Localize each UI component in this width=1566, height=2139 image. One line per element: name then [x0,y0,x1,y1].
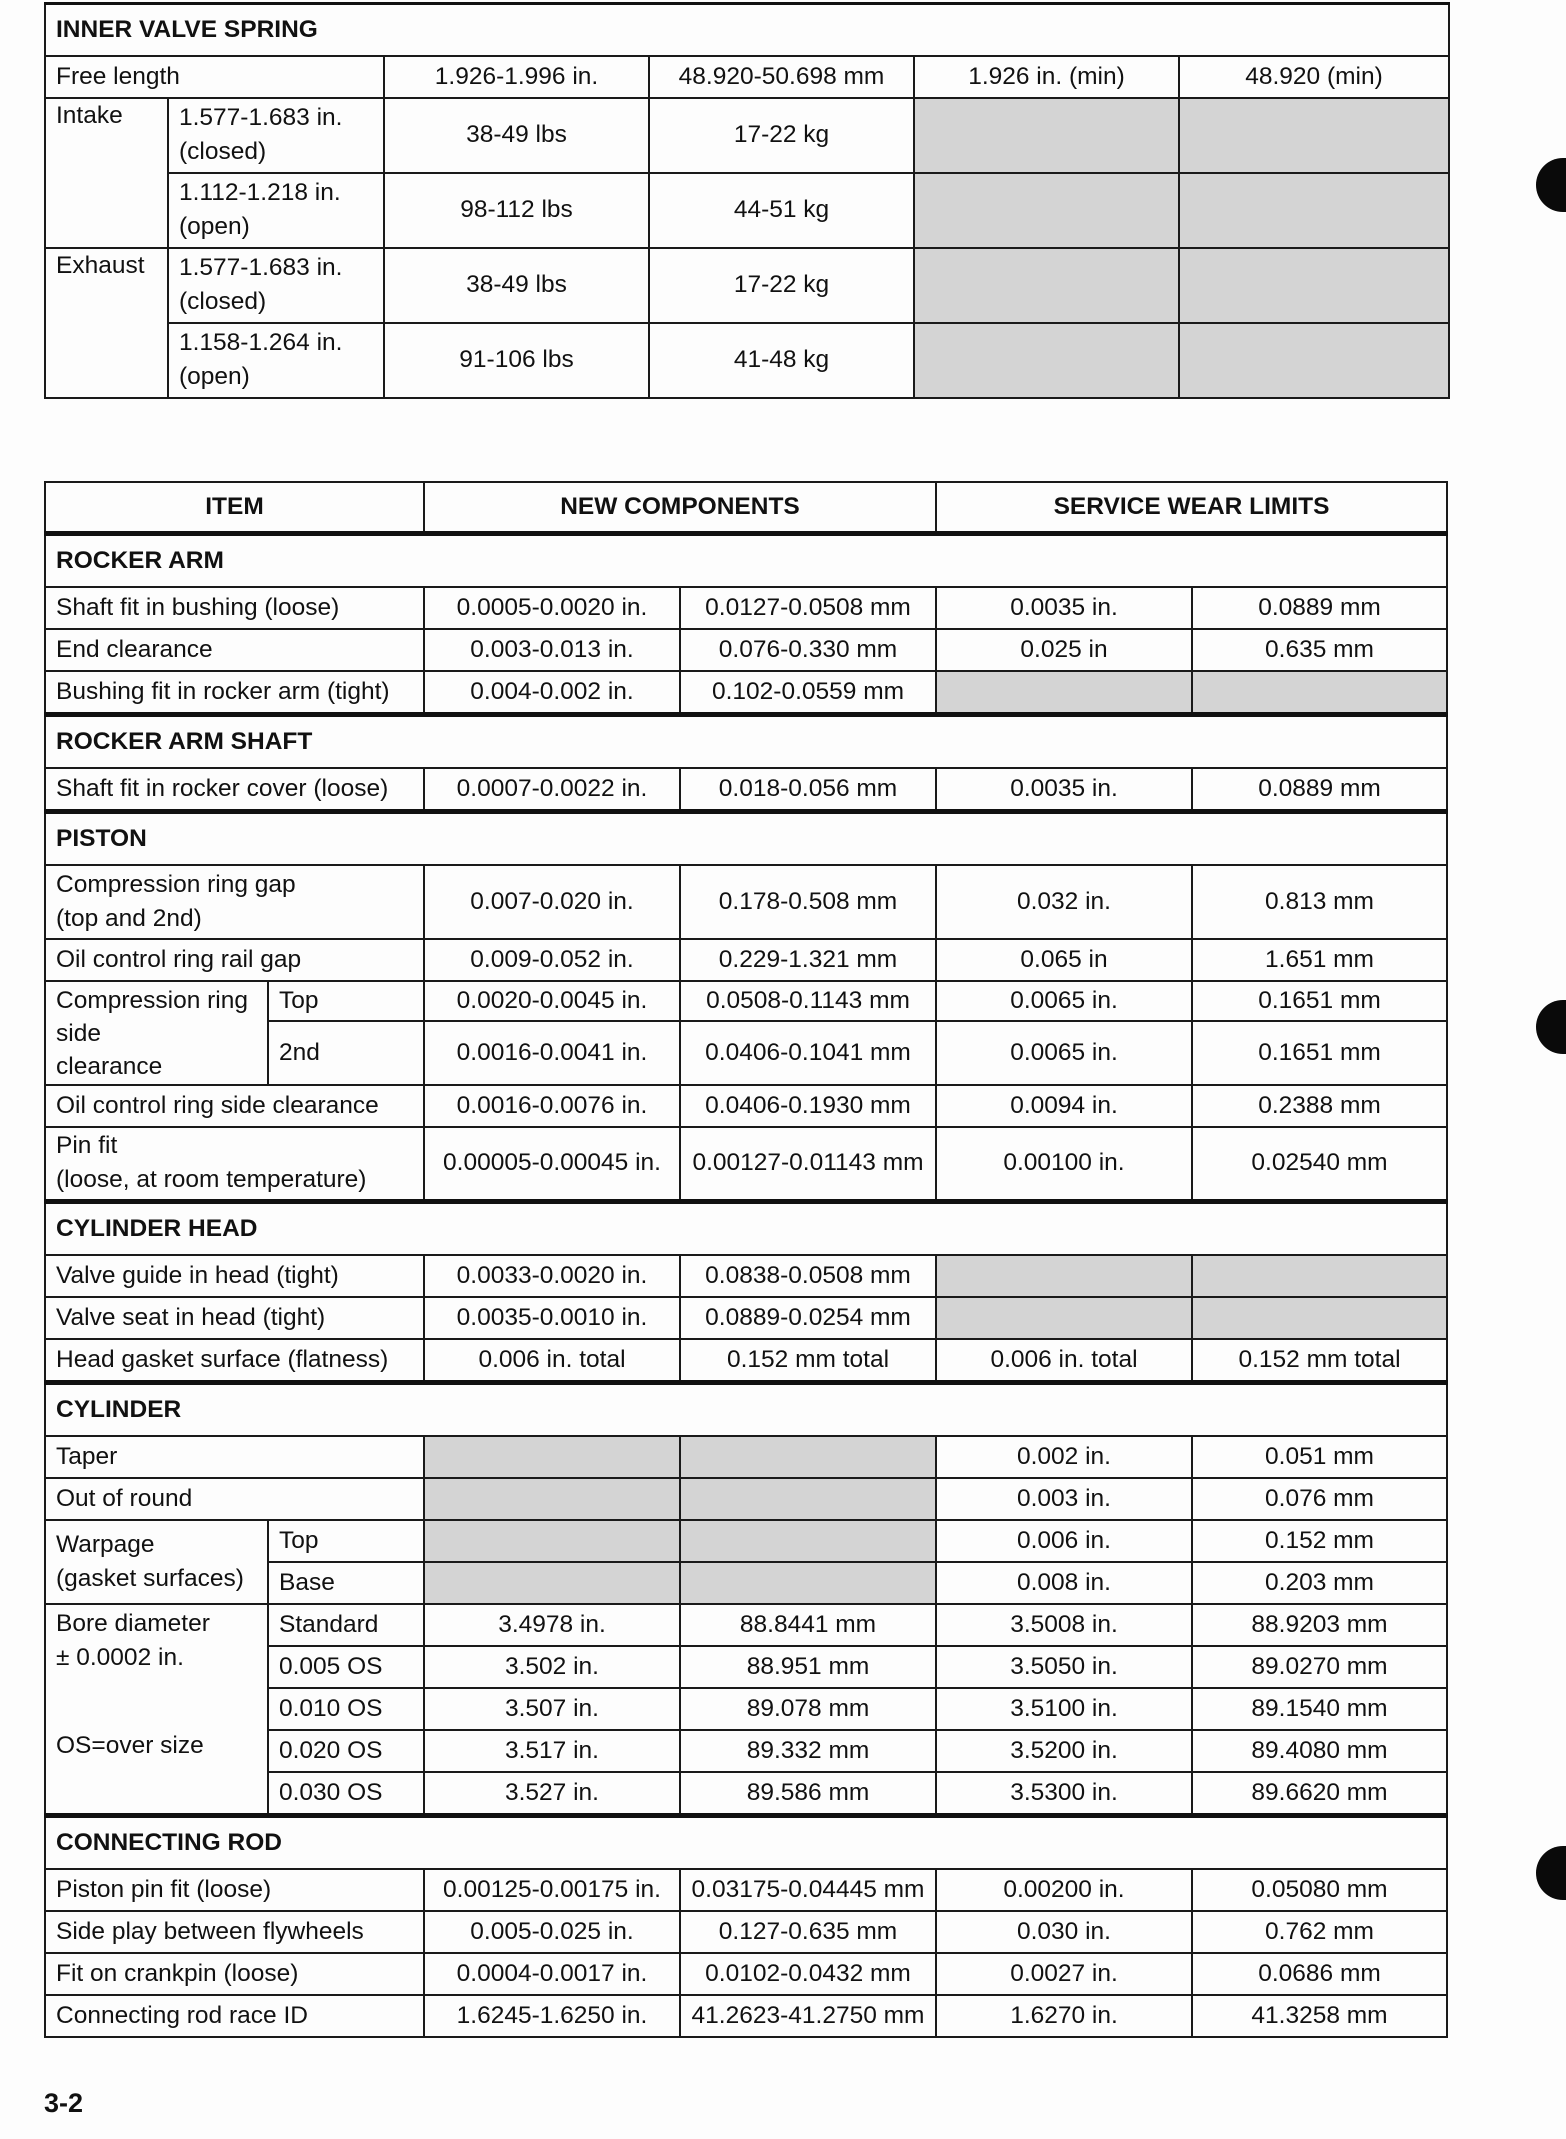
cell: 0.076 mm [1192,1478,1447,1520]
cell: 3.507 in. [424,1688,680,1730]
cell: 0.0035 in. [936,587,1192,629]
table-row [45,1869,1447,1911]
row-label: Side play between flywheels [45,1911,424,1953]
shaded-cell [914,98,1179,173]
cell: 3.517 in. [424,1730,680,1772]
section-title: PISTON [45,812,1447,866]
row-label: Compression ring gap (top and 2nd) [45,865,424,939]
header-item: ITEM [45,482,424,534]
cell: 0.0127-0.0508 mm [680,587,936,629]
header-service-wear-limits: SERVICE WEAR LIMITS [936,482,1447,534]
cell: 44-51 kg [649,173,914,248]
table-row [45,1297,1447,1339]
table-row [45,1085,1447,1127]
section-row [45,534,1447,588]
shaded-cell [936,1297,1192,1339]
cell: 0.0033-0.0020 in. [424,1255,680,1297]
os-note: OS=over size [56,1731,204,1759]
sub-label: 1.577-1.683 in. (closed) [168,98,384,173]
cell: 1.926-1.996 in. [384,56,649,98]
section-title: CYLINDER HEAD [45,1201,1447,1255]
cell: 0.178-0.508 mm [680,865,936,939]
cell: 0.0004-0.0017 in. [424,1953,680,1995]
section-row [45,1382,1447,1436]
table-row [45,1127,1447,1201]
row-label: Piston pin fit (loose) [45,1869,424,1911]
table-row [45,1339,1447,1383]
cell: 0.003 in. [936,1478,1192,1520]
cell: 3.502 in. [424,1646,680,1688]
cell: 0.0005-0.0020 in. [424,587,680,629]
section-row [45,1201,1447,1255]
cell: 0.0889 mm [1192,587,1447,629]
cell: 88.8441 mm [680,1604,936,1646]
cell: 0.0027 in. [936,1953,1192,1995]
exhaust-label: Exhaust [45,248,168,398]
cell: 0.065 in [936,939,1192,981]
row-label: Compression ring side clearance [45,981,268,1085]
table-row [45,1995,1447,2037]
sub-label: Standard [268,1604,424,1646]
table-row [45,629,1447,671]
table-row [45,939,1447,981]
row-label: Oil control ring rail gap [45,939,424,981]
cell: 1.6245-1.6250 in. [424,1995,680,2037]
shaded-cell [424,1520,680,1562]
cell: 98-112 lbs [384,173,649,248]
cell: 0.05080 mm [1192,1869,1447,1911]
cell: 0.152 mm total [1192,1339,1447,1383]
cell: 0.006 in. [936,1520,1192,1562]
row-label: Head gasket surface (flatness) [45,1339,424,1383]
cell: 0.102-0.0559 mm [680,671,936,715]
table-row [45,1520,1447,1562]
sub-label: 2nd [268,1021,424,1085]
cell: 89.1540 mm [1192,1688,1447,1730]
sub-label: 1.158-1.264 in. (open) [168,323,384,398]
cell: 0.762 mm [1192,1911,1447,1953]
header-row [45,482,1447,534]
cell: 91-106 lbs [384,323,649,398]
shaded-cell [936,671,1192,715]
cell: 0.018-0.056 mm [680,768,936,812]
shaded-cell [680,1436,936,1478]
row-label: Fit on crankpin (loose) [45,1953,424,1995]
shaded-cell [680,1520,936,1562]
cell: 0.152 mm [1192,1520,1447,1562]
row-label: End clearance [45,629,424,671]
cell: 41.3258 mm [1192,1995,1447,2037]
cell: 0.0406-0.1041 mm [680,1021,936,1085]
cell: 3.5050 in. [936,1646,1192,1688]
table-row [45,981,1447,1021]
cell: 0.00125-0.00175 in. [424,1869,680,1911]
sub-label: 0.005 OS [268,1646,424,1688]
row-label: Taper [45,1436,424,1478]
cell: 0.1651 mm [1192,1021,1447,1085]
table-row [45,1255,1447,1297]
table-row [45,1953,1447,1995]
shaded-cell [914,173,1179,248]
cell: 0.0016-0.0076 in. [424,1085,680,1127]
cell: 0.0102-0.0432 mm [680,1953,936,1995]
cell: 0.0838-0.0508 mm [680,1255,936,1297]
cell: 3.5008 in. [936,1604,1192,1646]
cell: 88.951 mm [680,1646,936,1688]
cell: 89.4080 mm [1192,1730,1447,1772]
shaded-cell [914,323,1179,398]
bore-label: Bore diameter ± 0.0002 in. OS=over size [45,1604,268,1816]
table-row [45,1604,1447,1646]
cell: 0.203 mm [1192,1562,1447,1604]
sub-label: Base [268,1562,424,1604]
table-row [45,671,1447,715]
row-label: Valve guide in head (tight) [45,1255,424,1297]
row-label: Out of round [45,1478,424,1520]
cell: 0.005-0.025 in. [424,1911,680,1953]
cell: 0.03175-0.04445 mm [680,1869,936,1911]
shaded-cell [914,248,1179,323]
specifications-table [44,481,1448,2038]
section-tab-marker [1536,158,1566,212]
row-label: Connecting rod race ID [45,1995,424,2037]
section-tab-marker [1536,1000,1566,1054]
cell: 0.025 in [936,629,1192,671]
cell: 0.02540 mm [1192,1127,1447,1201]
cell: 0.635 mm [1192,629,1447,671]
section-title: CONNECTING ROD [45,1815,1447,1869]
table-row [45,98,1449,173]
cell: 38-49 lbs [384,248,649,323]
cell: 0.0020-0.0045 in. [424,981,680,1021]
table-row [45,865,1447,939]
shaded-cell [680,1478,936,1520]
cell: 0.006 in. total [424,1339,680,1383]
table-row [45,587,1447,629]
cell: 89.586 mm [680,1772,936,1816]
row-label: Warpage (gasket surfaces) [45,1520,268,1604]
cell: 48.920-50.698 mm [649,56,914,98]
cell: 0.0065 in. [936,1021,1192,1085]
cell: 89.6620 mm [1192,1772,1447,1816]
cell: 89.332 mm [680,1730,936,1772]
row-label: Valve seat in head (tight) [45,1297,424,1339]
cell: 0.0406-0.1930 mm [680,1085,936,1127]
sub-label: Top [268,1520,424,1562]
section-tab-marker [1536,1846,1566,1900]
cell: 0.127-0.635 mm [680,1911,936,1953]
shaded-cell [1179,98,1449,173]
intake-label: Intake [45,98,168,248]
shaded-cell [1179,323,1449,398]
sub-label: 1.577-1.683 in. (closed) [168,248,384,323]
cell: 0.004-0.002 in. [424,671,680,715]
cell: 0.0686 mm [1192,1953,1447,1995]
page-number: 3-2 [44,2088,84,2118]
cell: 0.0508-0.1143 mm [680,981,936,1021]
cell: 0.152 mm total [680,1339,936,1383]
section-row [45,1815,1447,1869]
table-row [45,173,1449,248]
table-row [45,768,1447,812]
shaded-cell [1192,1255,1447,1297]
cell: 41-48 kg [649,323,914,398]
cell: 0.0889-0.0254 mm [680,1297,936,1339]
row-label: Shaft fit in rocker cover (loose) [45,768,424,812]
table-row [45,248,1449,323]
cell: 0.003-0.013 in. [424,629,680,671]
table-row [45,1436,1447,1478]
cell: 89.0270 mm [1192,1646,1447,1688]
table-row [45,323,1449,398]
cell: 0.00127-0.01143 mm [680,1127,936,1201]
cell: 0.0016-0.0041 in. [424,1021,680,1085]
sub-label: Top [268,981,424,1021]
cell: 0.0007-0.0022 in. [424,768,680,812]
header-new-components: NEW COMPONENTS [424,482,936,534]
sub-label: 0.010 OS [268,1688,424,1730]
cell: 3.5100 in. [936,1688,1192,1730]
row-label: Free length [45,56,384,98]
cell: 0.0094 in. [936,1085,1192,1127]
shaded-cell [424,1478,680,1520]
sub-label: 0.020 OS [268,1730,424,1772]
cell: 0.00100 in. [936,1127,1192,1201]
sub-label: 0.030 OS [268,1772,424,1816]
shaded-cell [936,1255,1192,1297]
section-row [45,812,1447,866]
sub-label: 1.112-1.218 in. (open) [168,173,384,248]
cell: 0.009-0.052 in. [424,939,680,981]
table-row [45,56,1449,98]
cell: 41.2623-41.2750 mm [680,1995,936,2037]
cell: 3.4978 in. [424,1604,680,1646]
cell: 1.651 mm [1192,939,1447,981]
shaded-cell [1179,248,1449,323]
cell: 0.032 in. [936,865,1192,939]
shaded-cell [424,1562,680,1604]
row-label: Oil control ring side clearance [45,1085,424,1127]
cell: 1.926 in. (min) [914,56,1179,98]
cell: 0.076-0.330 mm [680,629,936,671]
cell: 3.5200 in. [936,1730,1192,1772]
cell: 0.229-1.321 mm [680,939,936,981]
cell: 0.007-0.020 in. [424,865,680,939]
inner-valve-spring-table [44,2,1450,399]
shaded-cell [1192,1297,1447,1339]
cell: 3.527 in. [424,1772,680,1816]
cell: 0.813 mm [1192,865,1447,939]
row-label: Bushing fit in rocker arm (tight) [45,671,424,715]
cell: 17-22 kg [649,98,914,173]
section-row [45,715,1447,769]
row-label: Shaft fit in bushing (loose) [45,587,424,629]
row-label: Pin fit (loose, at room temperature) [45,1127,424,1201]
shaded-cell [680,1562,936,1604]
cell: 0.008 in. [936,1562,1192,1604]
cell: 48.920 (min) [1179,56,1449,98]
cell: 0.0889 mm [1192,768,1447,812]
section-title: ROCKER ARM SHAFT [45,715,1447,769]
shaded-cell [424,1436,680,1478]
cell: 0.2388 mm [1192,1085,1447,1127]
cell: 0.030 in. [936,1911,1192,1953]
cell: 0.051 mm [1192,1436,1447,1478]
cell: 0.1651 mm [1192,981,1447,1021]
spring-title: INNER VALVE SPRING [45,4,1449,56]
cell: 0.0035 in. [936,768,1192,812]
cell: 3.5300 in. [936,1772,1192,1816]
section-title: CYLINDER [45,1382,1447,1436]
cell: 38-49 lbs [384,98,649,173]
cell: 1.6270 in. [936,1995,1192,2037]
cell: 0.00200 in. [936,1869,1192,1911]
cell: 0.0035-0.0010 in. [424,1297,680,1339]
table-row [45,1911,1447,1953]
section-title: ROCKER ARM [45,534,1447,588]
shaded-cell [1179,173,1449,248]
cell: 0.006 in. total [936,1339,1192,1383]
shaded-cell [1192,671,1447,715]
cell: 89.078 mm [680,1688,936,1730]
cell: 0.00005-0.00045 in. [424,1127,680,1201]
cell: 17-22 kg [649,248,914,323]
cell: 0.0065 in. [936,981,1192,1021]
cell: 0.002 in. [936,1436,1192,1478]
cell: 88.9203 mm [1192,1604,1447,1646]
table-row [45,1478,1447,1520]
